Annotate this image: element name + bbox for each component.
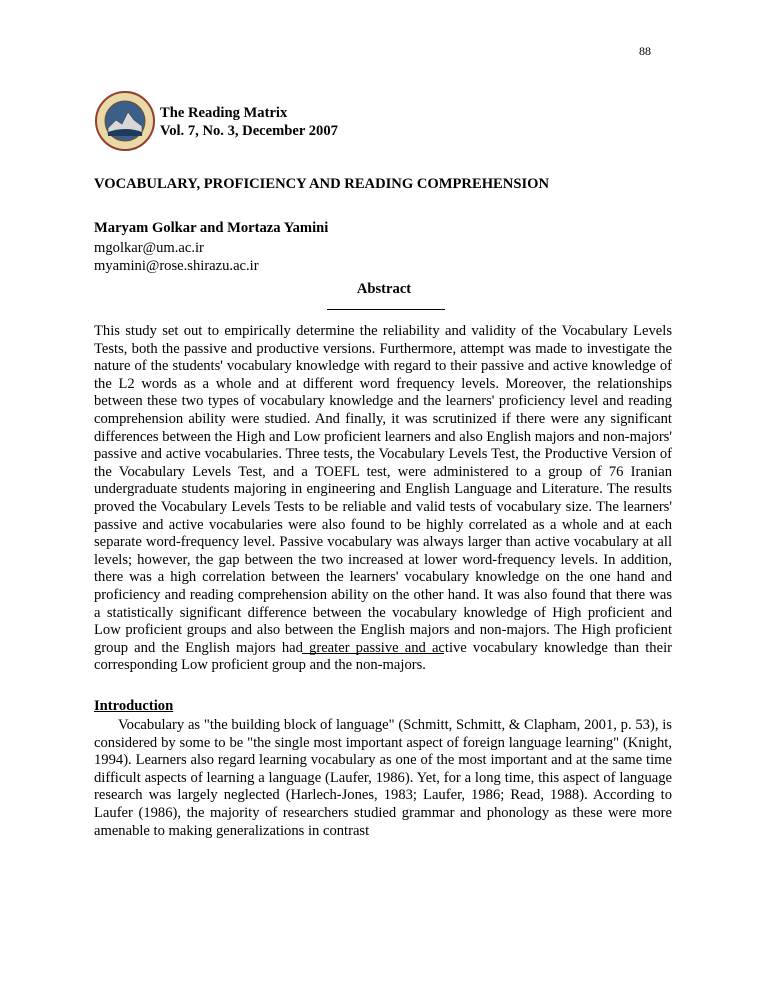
abstract-divider-bottom xyxy=(302,653,444,654)
introduction-heading: Introduction xyxy=(94,698,174,714)
journal-name: The Reading Matrix xyxy=(160,105,288,121)
author-email-1[interactable]: mgolkar@um.ac.ir xyxy=(94,240,204,256)
abstract-divider-top xyxy=(327,309,445,310)
abstract-heading: Abstract xyxy=(356,281,412,297)
introduction-text: Vocabulary as "the building block of language" (Schmitt, Schmitt, & Clapham, 2001, p. 53), is considered by some to be "the single most important aspect of foreign language learning" (Knight, 1994). Learners also regard learning vocabulary as one of the most important and at the same time difficult aspects of learning a language (Laufer, 1986). Yet, for a long time, this aspect of language research was largely neglected (Harlech-Jones, 1983; Laufer, 1986; Read, 1988). According to Laufer (1986), the majority of researchers studied grammar and phonology as these were more amenable to making generalizations in contrast xyxy=(94,717,672,839)
authors: Maryam Golkar and Mortaza Yamini xyxy=(94,220,329,236)
journal-logo-icon xyxy=(94,90,156,152)
journal-issue: Vol. 7, No. 3, December 2007 xyxy=(160,123,338,139)
author-email-2[interactable]: myamini@rose.shirazu.ac.ir xyxy=(94,258,259,274)
paper-title: VOCABULARY, PROFICIENCY AND READING COMPREHENSION xyxy=(94,176,550,192)
abstract-text: This study set out to empirically determine the reliability and validity of the Vocabulary Levels Tests, both the passive and productive versions. Furthermore, attempt was made to investigate the nature of the students' vocabulary knowledge with regard to their passive and active knowledge of the L2 words as a whole and at different word frequency levels. Moreover, the relationships between these two types of vocabulary knowledge and the learners' proficiency level and reading comprehension ability were studied. And finally, it was scrutinized if there were any significant differences between the High and Low proficient learners and also English majors and non-majors' passive and active vocabularies. Three tests, the Vocabulary Levels Test, the Productive Version of the Vocabulary Levels Test, and a TOEFL test, were administered to a group of 76 Iranian undergraduate students majoring in engineering and English Language and Literature. The results proved the Vocabulary Levels Tests to be reliable and valid tests of vocabulary size. The learners' passive and active vocabularies were also found to be highly correlated as a whole and at each separate word-frequency level. Passive vocabulary was always larger than active vocabulary at all levels; however, the gap between the two increased at lower word-frequency levels. In addition, there was a high correlation between the learners' vocabulary knowledge on the one hand and proficiency and reading comprehension ability on the other hand. It was also found that there was a statistically significant difference between the vocabulary knowledge of High proficient and Low proficient groups and also between the English majors and non-majors. The High proficient group and the English majors had greater passive and active vocabulary knowledge than their corresponding Low proficient group and the non-majors. xyxy=(94,323,672,674)
page-number: 88 xyxy=(639,44,651,58)
journal-header xyxy=(94,90,338,152)
